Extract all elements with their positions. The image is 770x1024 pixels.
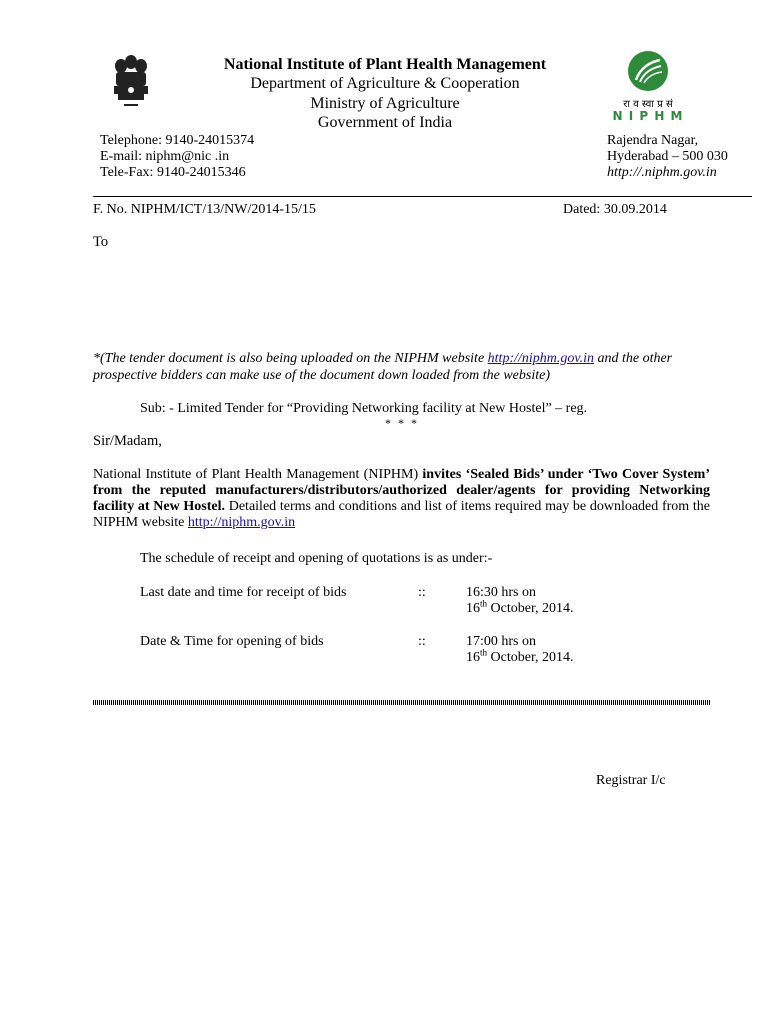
leaf-logo-icon	[608, 50, 688, 94]
telephone: Telephone: 9140-24015374	[100, 133, 255, 148]
website: http://.niphm.gov.in	[607, 165, 717, 181]
subject-line: Sub: - Limited Tender for “Providing Networking facility at New Hostel” – reg.	[140, 401, 588, 416]
addressee-label: To	[93, 234, 109, 250]
schedule-label: Last date and time for receipt of bids	[140, 585, 347, 600]
header-divider	[93, 196, 752, 197]
department-name: Department of Agriculture & Cooperation	[250, 75, 520, 92]
logo-hindi-text: रा व स्वा प्र सं	[623, 99, 673, 111]
note-text: *(The tender document is also being uploaded on the NIPHM website	[93, 351, 488, 366]
schedule-separator: ::	[418, 634, 426, 649]
schedule-separator: ::	[418, 585, 426, 600]
tender-note	[93, 350, 715, 384]
contact-left	[100, 133, 254, 181]
niphm-logo	[608, 50, 688, 122]
schedule-time: 16:30 hrs on	[466, 585, 536, 600]
schedule-date: 16th October, 2014.	[466, 598, 574, 617]
dotted-divider	[93, 700, 710, 705]
address-line2: Hyderabad – 500 030	[607, 149, 728, 165]
salutation: Sir/Madam,	[93, 433, 162, 449]
body-bold: invites ‘Sealed Bids’ under ‘Two Cover System’ from the reputed manufacturers/distributors/authorized dealer/agents for providing Networking facility at New Hostel.	[93, 467, 710, 515]
letter-date: Dated: 30.09.2014	[563, 202, 667, 217]
telefax: Tele-Fax: 9140-24015346	[100, 165, 246, 181]
address-line1: Rajendra Nagar,	[607, 133, 699, 148]
ministry-name: Ministry of Agriculture	[310, 95, 460, 112]
schedule-intro: The schedule of receipt and opening of quotations is as under:-	[140, 551, 493, 566]
body-rest: Detailed terms and conditions and list of items required may be downloaded from the NIPHM website	[93, 499, 710, 531]
signatory: Registrar I/c	[596, 773, 666, 788]
file-number: F. No. NIPHM/ICT/13/NW/2014-15/15	[93, 202, 316, 217]
contact-right	[607, 133, 728, 181]
schedule-value	[466, 634, 574, 666]
body-intro: National Institute of Plant Health Management (NIPHM)	[93, 467, 423, 482]
schedule-time: 17:00 hrs on	[466, 634, 536, 649]
niphm-body-link[interactable]: http://niphm.gov.in	[187, 515, 296, 531]
institute-name: National Institute of Plant Health Management	[223, 56, 547, 73]
body-paragraph	[93, 467, 710, 531]
separator-stars: * * *	[385, 416, 419, 430]
email: E-mail: niphm@nic .in	[100, 149, 230, 165]
schedule-value	[466, 585, 574, 617]
schedule-date: 16th October, 2014.	[466, 647, 574, 666]
schedule-label: Date & Time for opening of bids	[140, 634, 324, 649]
note-text-end: and the other prospective bidders can make use of the document down loaded from the website)	[93, 351, 673, 384]
government-name: Government of India	[317, 114, 453, 131]
niphm-link[interactable]: http://niphm.gov.in	[487, 351, 594, 366]
logo-abbrev: N I P H M	[612, 109, 684, 124]
